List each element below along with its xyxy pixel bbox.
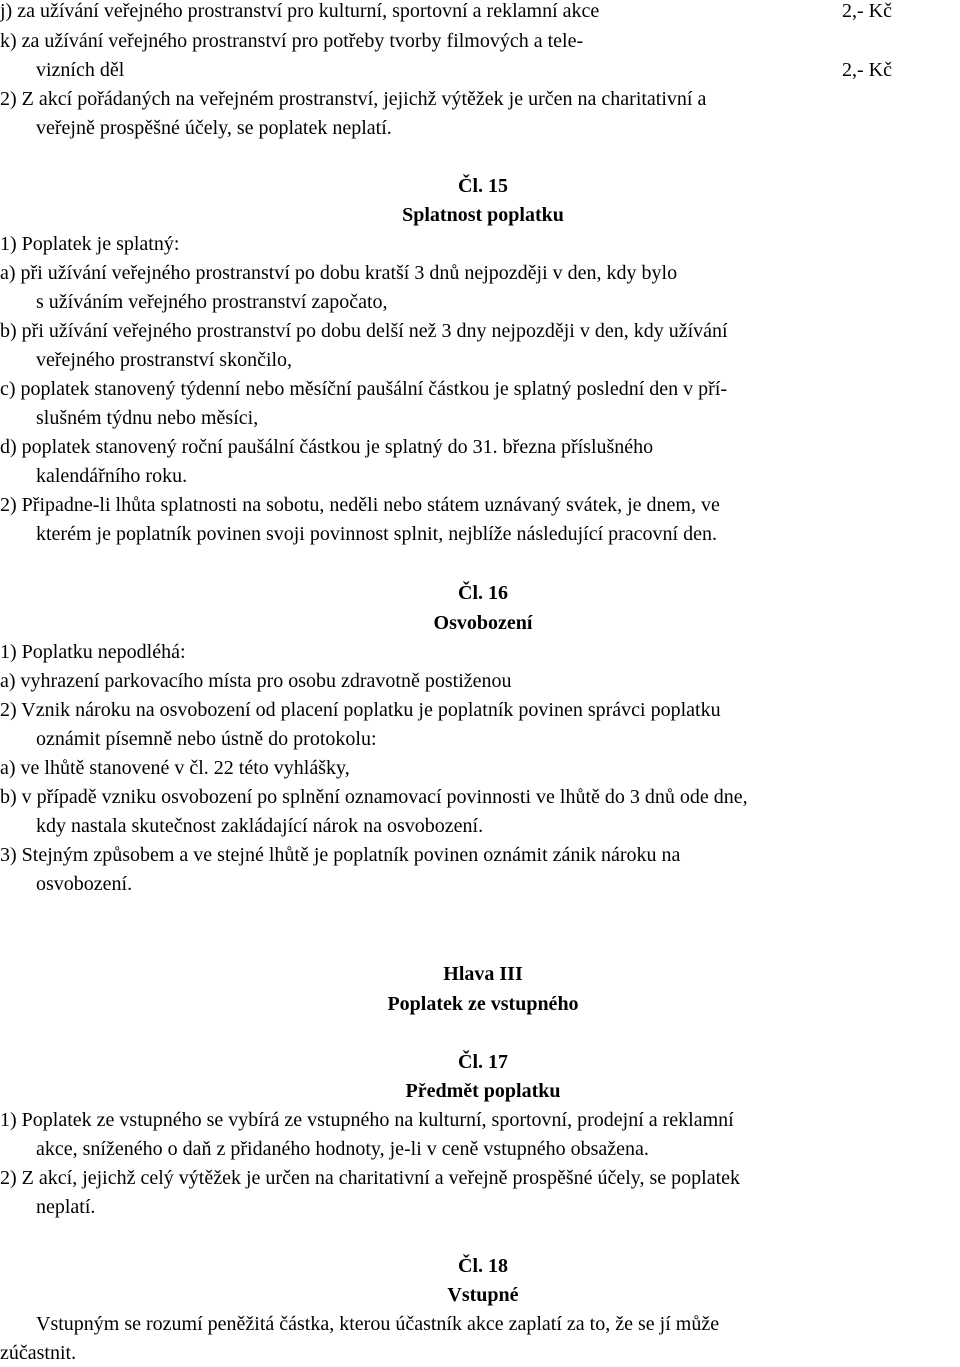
article-16-para-1-item-a: a) vyhrazení parkovacího místa pro osobu zdravotně postiženou — [0, 670, 512, 692]
article-16-title: Osvobození — [433, 612, 533, 634]
article-15-item-a-line2: s užíváním veřejného prostranství započato, — [36, 291, 388, 313]
article-15-para-2-line1: 2) Připadne-li lhůta splatnosti na sobotu, neděli nebo státem uznávaný svátek, je dnem, ve — [0, 494, 720, 516]
article-15-para-1: 1) Poplatek je splatný: — [0, 233, 180, 255]
article-16-para-3-line1: 3) Stejným způsobem a ve stejné lhůtě je poplatník povinen oznámit zánik nároku na — [0, 844, 681, 866]
article-16-para-3-line2: osvobození. — [36, 873, 133, 895]
item-k-text-line1: k) za užívání veřejného prostranství pro potřeby tvorby filmových a tele- — [0, 30, 584, 52]
article-17-title: Předmět poplatku — [405, 1080, 561, 1102]
article-15-number: Čl. 15 — [458, 175, 508, 197]
paragraph-2-line2: veřejně prospěšné účely, se poplatek neplatí. — [36, 117, 392, 139]
article-16-number: Čl. 16 — [458, 582, 508, 604]
article-16-para-1: 1) Poplatku nepodléhá: — [0, 641, 186, 663]
item-k-text-line2: vizních děl — [36, 59, 125, 81]
article-18-text-line1: Vstupným se rozumí peněžitá částka, kterou účastník akce zaplatí za to, že se jí může — [36, 1313, 720, 1335]
article-17-para-2-line1: 2) Z akcí, jejichž celý výtěžek je určen na charitativní a veřejně prospěšné účely, se poplatek — [0, 1167, 741, 1189]
article-15-item-c-line1: c) poplatek stanovený týdenní nebo měsíční paušální částkou je splatný poslední den v pří- — [0, 378, 728, 400]
article-17-number: Čl. 17 — [458, 1051, 508, 1073]
chapter-3-title: Poplatek ze vstupného — [387, 993, 579, 1015]
article-15-item-c-line2: slušném týdnu nebo měsíci, — [36, 407, 259, 429]
article-18-number: Čl. 18 — [458, 1255, 508, 1277]
article-15-title: Splatnost poplatku — [402, 204, 564, 226]
article-16-para-2-line1: 2) Vznik nároku na osvobození od placení poplatku je poplatník povinen správci poplatku — [0, 699, 721, 721]
item-j-text: j) za užívání veřejného prostranství pro kulturní, sportovní a reklamní akce — [0, 0, 600, 22]
article-16-para-2-item-a: a) ve lhůtě stanovené v čl. 22 této vyhlášky, — [0, 757, 350, 779]
article-17-para-1-line2: akce, sníženého o daň z přidaného hodnoty, je-li v ceně vstupného obsažena. — [36, 1138, 649, 1160]
chapter-3-heading: Hlava III — [443, 963, 523, 985]
article-18-title: Vstupné — [447, 1284, 519, 1306]
article-17-para-2-line2: neplatí. — [36, 1196, 96, 1218]
article-16-para-2-line2: oznámit písemně nebo ústně do protokolu: — [36, 728, 377, 750]
article-18-text-line2: zúčastnit. — [0, 1342, 77, 1364]
article-17-para-1-line1: 1) Poplatek ze vstupného se vybírá ze vstupného na kulturní, sportovní, prodejní a reklamní — [0, 1109, 734, 1131]
article-15-item-b-line2: veřejného prostranství skončilo, — [36, 349, 293, 371]
article-16-para-2-item-b-line2: kdy nastala skutečnost zakládající nárok na osvobození. — [36, 815, 484, 837]
article-15-item-b-line1: b) při užívání veřejného prostranství po dobu delší než 3 dny nejpozději v den, kdy užívání — [0, 320, 728, 342]
paragraph-2-line1: 2) Z akcí pořádaných na veřejném prostranství, jejichž výtěžek je určen na charitativní a — [0, 88, 707, 110]
item-k-price: 2,- Kč — [842, 59, 892, 81]
article-16-para-2-item-b-line1: b) v případě vzniku osvobození po splnění oznamovací povinnosti ve lhůtě do 3 dnů ode dne, — [0, 786, 748, 808]
article-15-item-a-line1: a) při užívání veřejného prostranství po dobu kratší 3 dnů nejpozději v den, kdy bylo — [0, 262, 678, 284]
item-j-price: 2,- Kč — [842, 0, 892, 22]
article-15-para-2-line2: kterém je poplatník povinen svoji povinnost splnit, nejblíže následující pracovní den. — [36, 523, 717, 545]
article-15-item-d-line2: kalendářního roku. — [36, 465, 188, 487]
article-15-item-d-line1: d) poplatek stanovený roční paušální částkou je splatný do 31. března příslušného — [0, 436, 654, 458]
